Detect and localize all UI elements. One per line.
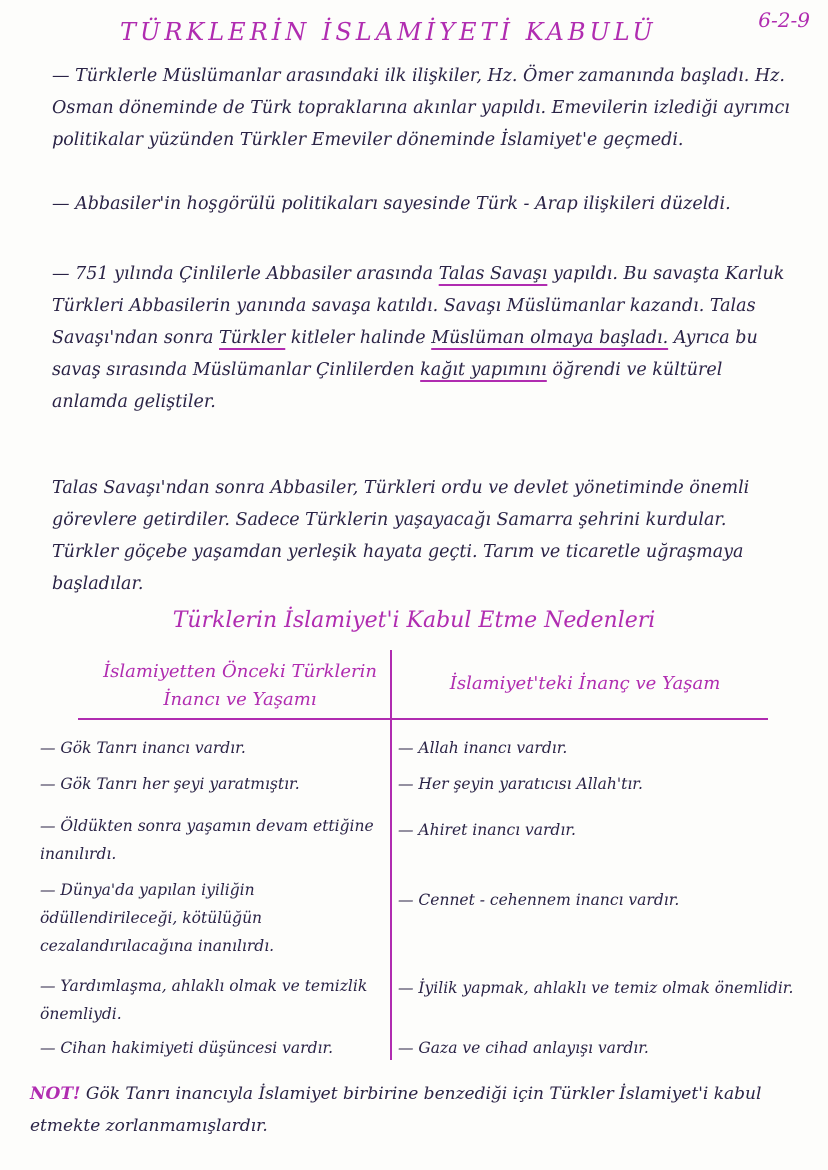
left-item-2: — Gök Tanrı her şeyi yaratmıştır. [40,775,300,793]
left-item-3: — Öldükten sonra yaşamın devam ettiğine inanılırdı. [40,817,374,863]
right-item-2: — Her şeyin yaratıcısı Allah'tır. [398,775,643,793]
paragraph-3-text-c: kitleler halinde [285,328,432,348]
highlight-talas-savasi: Talas Savaşı [438,264,548,284]
left-item-1: — Gök Tanrı inancı vardır. [40,739,246,757]
left-item-5: — Yardımlaşma, ahlaklı olmak ve temizlik önemliydi. [40,977,368,1023]
right-item-4: — Cennet - cehennem inancı vardır. [398,891,680,909]
paragraph-3-text-a: — 751 yılında Çinlilerle Abbasiler arasında [52,264,439,284]
highlight-kagit-yapimi: kağıt yapımını [420,360,547,380]
highlight-musluman-olmaya: Müslüman olmaya başladı. [431,328,669,348]
note [30,1078,800,1142]
paragraph-3-text-e: öğrendi ve kültürel anlamda geliştiler. [52,360,723,412]
right-item-3: — Ahiret inancı vardır. [398,821,576,839]
highlight-turkler: Türkler [219,328,286,348]
note-text: Gök Tanrı inancıyla İslamiyet birbirine benzediği için Türkler İslamiyet'i kabul etmekte zorlanmamışlardır. [30,1084,762,1136]
right-item-6: — Gaza ve cihad anlayışı vardır. [398,1039,649,1057]
table-title: Türklerin İslamiyet'i Kabul Etme Nedenleri [172,608,656,633]
right-item-5: — İyilik yapmak, ahlaklı ve temiz olmak önemlidir. [398,979,794,997]
note-label: NOT! [30,1084,81,1104]
page-title: TÜRKLERİN İSLAMİYETİ KABULÜ [120,18,657,46]
paragraph-3-text-b: yapıldı. Bu savaşta Karluk Türkleri Abbasilerin yanında savaşa katıldı. Savaşı Müslümanlar kazandı. Talas Savaşı'ndan sonra [52,264,785,348]
paragraph-3-text-d: Ayrıca bu savaş sırasında Müslümanlar Çinlilerden [52,328,758,380]
paragraph-2: — Abbasiler'in hoşgörülü politikaları sayesinde Türk - Arap ilişkileri düzeldi. [52,194,731,214]
table-left-header: İslamiyetten Önceki Türklerin İnancı ve Yaşamı [103,661,377,710]
left-item-4: — Dünya'da yapılan iyiliğin ödüllendirileceği, kötülüğün cezalandırılacağına inanılırdı. [40,881,275,955]
paragraph-4: Talas Savaşı'ndan sonra Abbasiler, Türkleri ordu ve devlet yönetiminde önemli görevlere getirdiler. Sadece Türklerin yaşayacağı Samarra şehrini kurdular. Türkler göçebe yaşamdan yerleşik hayata geçti. Tarım ve ticaretle uğraşmaya başladılar. [52,478,750,594]
table-right-header: İslamiyet'teki İnanç ve Yaşam [449,673,721,694]
paragraph-3 [52,258,792,418]
left-item-6: — Cihan hakimiyeti düşüncesi vardır. [40,1039,334,1057]
table-header-divider [78,718,768,720]
right-item-1: — Allah inancı vardır. [398,739,568,757]
page-number: 6-2-9 [758,8,810,32]
paragraph-1: — Türklerle Müslümanlar arasındaki ilk ilişkiler, Hz. Ömer zamanında başladı. Hz. Osman döneminde de Türk topraklarına akınlar yapıldı. Emevilerin izlediği ayrımcı politikalar yüzünden Türkler Emeviler döneminde İslamiyet'e geçmedi. [52,66,790,150]
table-column-divider [390,650,392,1060]
